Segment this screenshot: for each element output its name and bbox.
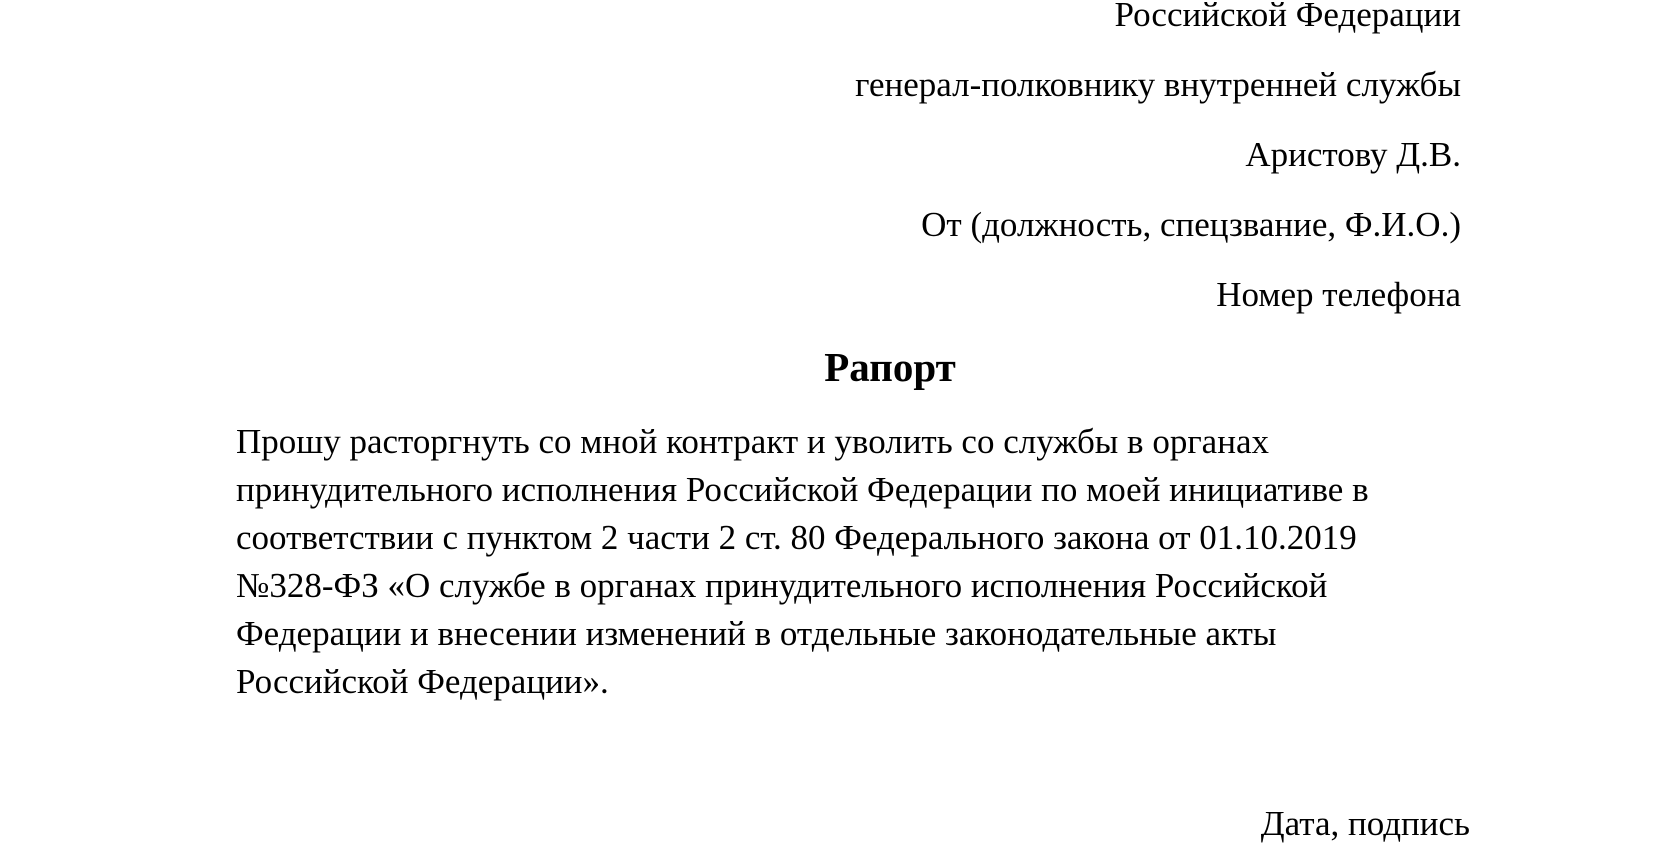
sender-line-position: От (должность, спецзвание, Ф.И.О.): [921, 205, 1461, 244]
addressee-line-rank: генерал-полковнику внутренней службы: [855, 65, 1461, 104]
body-line: Прошу расторгнуть со мной контракт и уволить со службы в органах: [236, 422, 1269, 461]
signature-line: Дата, подпись: [1260, 804, 1470, 843]
addressee-line-org: Российской Федерации: [1114, 0, 1461, 34]
body-line: принудительного исполнения Российской Федерации по моей инициативе в: [236, 470, 1369, 509]
addressee-line-name: Аристову Д.В.: [1245, 135, 1461, 174]
document-body: [236, 418, 1536, 706]
body-line: соответствии с пунктом 2 части 2 ст. 80 Федерального закона от 01.10.2019: [236, 518, 1357, 557]
sender-line-phone: Номер телефона: [1216, 275, 1461, 314]
body-line: №328-ФЗ «О службе в органах принудительного исполнения Российской: [236, 566, 1328, 605]
body-line: Российской Федерации».: [236, 662, 609, 701]
body-line: Федерации и внесении изменений в отдельные законодательные акты: [236, 614, 1277, 653]
addressee-block: [561, 0, 1461, 330]
document-title: Рапорт: [824, 344, 956, 390]
